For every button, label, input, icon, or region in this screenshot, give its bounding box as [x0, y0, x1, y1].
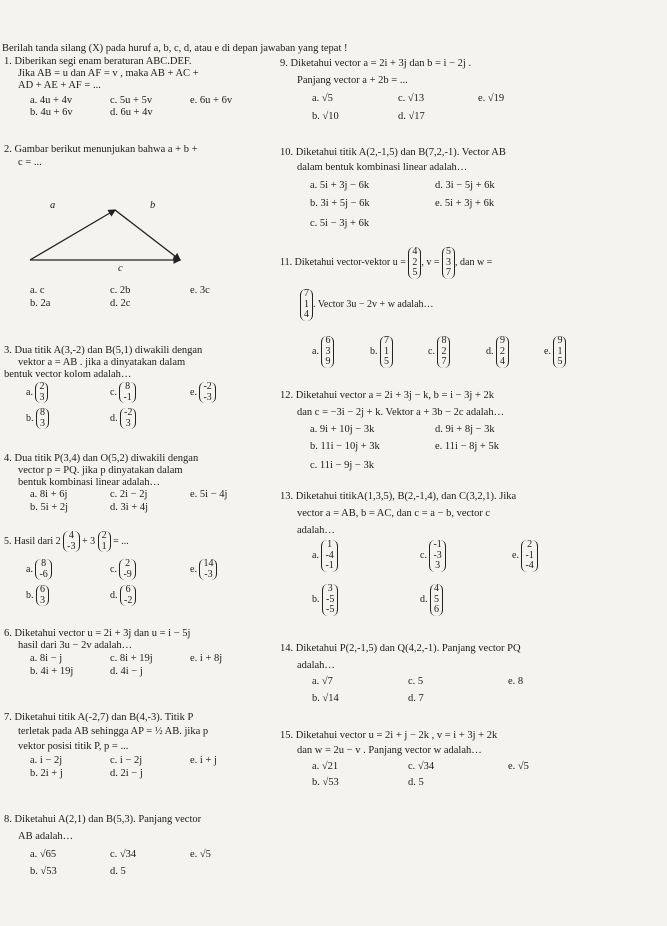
q2-option-b[interactable]: b. 2a [30, 298, 51, 309]
q11-c-column-vector: 8 2 7 [437, 336, 450, 368]
instruction-text: Berilah tanda silang (X) pada huruf a, b, c, d, atau e di depan jawaban yang tepat ! [2, 43, 348, 54]
q6-stem-line1: 6. Diketahui vector u = 2i + 3j dan u = i − 5j [4, 628, 191, 639]
q14-stem-line1: 14. Diketahui P(2,-1,5) dan Q(4,2,-1). Panjang vector PQ [280, 643, 521, 654]
q3-option-b[interactable]: b. 8 3 [26, 408, 49, 429]
q14-option-b[interactable]: b. √14 [312, 693, 339, 704]
q6-option-b[interactable]: b. 4i + 19j [30, 666, 74, 677]
q4-option-c[interactable]: c. 2i − 2j [110, 489, 148, 500]
q7-option-e[interactable]: e. i + j [190, 755, 217, 766]
q13-c-column-vector: -1 -3 3 [429, 540, 445, 572]
q15-option-b[interactable]: b. √53 [312, 777, 339, 788]
q2-option-d[interactable]: d. 2c [110, 298, 131, 309]
q6-option-d[interactable]: d. 4i − j [110, 666, 143, 677]
q2-vector-a-arrow [30, 210, 115, 260]
q12-stem-line2: dan c = −3i − 2j + k. Vektor a + 3b − 2c adalah… [297, 407, 505, 418]
q9-option-d[interactable]: d. √17 [398, 111, 425, 122]
q9-option-a[interactable]: a. √5 [312, 93, 333, 104]
q9-option-b[interactable]: b. √10 [312, 111, 339, 122]
q15-option-e[interactable]: e. √5 [508, 761, 529, 772]
q15-stem-line2: dan w = 2u − v . Panjang vector w adalah… [297, 745, 482, 756]
q13-b-column-vector: 3 -5 -5 [322, 584, 338, 616]
q7-stem-line1: 7. Diketahui titik A(-2,7) dan B(4,-3). Titik P [4, 712, 194, 723]
q2-fig-label-a: a [50, 200, 56, 211]
q6-option-c[interactable]: c. 8i + 19j [110, 653, 153, 664]
q2-fig-label-b: b [150, 200, 156, 211]
q13-option-a[interactable]: a. 1 -4 -1 [312, 540, 338, 572]
q2-option-e[interactable]: e. 3c [190, 285, 210, 296]
q11-vector-w: 7 1 4 [300, 289, 313, 321]
q4-stem-line1: 4. Dua titik P(3,4) dan O(5,2) diwakili dengan [4, 453, 199, 464]
q3-stem-line1: 3. Dua titik A(3,-2) dan B(5,1) diwakili dengan [4, 345, 203, 356]
q11-b-column-vector: 7 1 5 [380, 336, 393, 368]
q11-option-d[interactable]: d. 9 2 4 [486, 336, 509, 368]
q2-option-c[interactable]: c. 2b [110, 285, 131, 296]
q13-stem-line2: vector a = AB, b = AC, dan c = a − b, vector c [297, 508, 491, 519]
q6-stem-line2: hasil dari 3u − 2v adalah… [18, 640, 133, 651]
q2-vector-b-arrow [115, 210, 180, 260]
q11-option-c[interactable]: c. 8 2 7 [428, 336, 450, 368]
q14-stem-line2: adalah… [297, 660, 335, 671]
q11-option-a[interactable]: a. 6 3 9 [312, 336, 334, 368]
q4-stem-line3: bentuk kombinasi linear adalah… [18, 477, 161, 488]
q3-d-column-vector: -2 3 [120, 408, 136, 429]
q1-option-e[interactable]: e. 6u + 6v [190, 95, 233, 106]
q12-option-d[interactable]: d. 9i + 8j − 3k [435, 424, 495, 435]
q13-stem-line1: 13. Diketahui titikA(1,3,5), B(2,-1,4), dan C(3,2,1). Jika [280, 491, 517, 502]
q13-stem-line3: adalah… [297, 525, 335, 536]
q8-option-b[interactable]: b. √53 [30, 866, 57, 877]
q11-e-column-vector: 9 1 5 [553, 336, 566, 368]
q5-option-b[interactable]: b. 6 3 [26, 585, 49, 606]
q14-option-d[interactable]: d. 7 [408, 693, 424, 704]
q8-option-e[interactable]: e. √5 [190, 849, 211, 860]
q10-option-e[interactable]: e. 5i + 3j + 6k [435, 198, 495, 209]
q11-option-e[interactable]: e. 9 1 5 [544, 336, 566, 368]
q7-option-b[interactable]: b. 2i + j [30, 768, 63, 779]
q4-option-e[interactable]: e. 5i − 4j [190, 489, 228, 500]
q5-b-column-vector: 6 3 [36, 585, 49, 606]
q10-option-c[interactable]: c. 5i − 3j + 6k [310, 218, 370, 229]
q10-option-d[interactable]: d. 3i − 5j + 6k [435, 180, 495, 191]
q13-a-column-vector: 1 -4 -1 [321, 540, 337, 572]
q7-option-d[interactable]: d. 2i − j [110, 768, 143, 779]
q1-stem-line3: AD + AE + AF = ... [18, 80, 101, 91]
q6-option-e[interactable]: e. i + 8j [190, 653, 223, 664]
q1-option-c[interactable]: c. 5u + 5v [110, 95, 153, 106]
q14-option-a[interactable]: a. √7 [312, 676, 333, 687]
q5-option-c[interactable]: c. 2 -9 [110, 559, 136, 580]
q9-option-e[interactable]: e. √19 [478, 93, 505, 104]
q7-option-c[interactable]: c. i − 2j [110, 755, 143, 766]
q11-a-column-vector: 6 3 9 [321, 336, 334, 368]
q15-option-a[interactable]: a. √21 [312, 761, 339, 772]
q13-e-column-vector: 2 -1 -4 [521, 540, 537, 572]
q11-d-column-vector: 9 2 4 [496, 336, 509, 368]
q5-e-column-vector: 14 -3 [199, 559, 217, 580]
q8-option-a[interactable]: a. √65 [30, 849, 57, 860]
q5-stem-vector-1: 4 -3 [63, 531, 79, 552]
q7-stem-line2: terletak pada AB sehingga AP = ½ AB. jika p [18, 726, 209, 737]
q5-option-d[interactable]: d. 6 -2 [110, 585, 136, 606]
q1-stem-line2: Jika AB = u dan AF = v , maka AB + AC + [18, 68, 199, 79]
q5-stem-vector-2: 2 1 [98, 531, 111, 552]
q4-option-b[interactable]: b. 5i + 2j [30, 502, 69, 513]
q10-stem-line2: dalam bentuk kombinasi linear adalah… [297, 162, 468, 173]
q3-stem-line3: bentuk vector kolom adalah… [4, 369, 132, 380]
q8-option-d[interactable]: d. 5 [110, 866, 126, 877]
q5-c-column-vector: 2 -9 [119, 559, 135, 580]
q10-option-a[interactable]: a. 5i + 3j − 6k [310, 180, 370, 191]
q14-option-e[interactable]: e. 8 [508, 676, 524, 687]
q2-vector-triangle-figure [20, 180, 200, 270]
q2-fig-label-c: c [118, 263, 123, 274]
q3-option-e[interactable]: e. -2 -3 [190, 382, 216, 403]
q13-option-e[interactable]: e. 2 -1 -4 [512, 540, 538, 572]
q5-a-column-vector: 8 -6 [35, 559, 51, 580]
q3-b-column-vector: 8 3 [36, 408, 49, 429]
q15-option-c[interactable]: c. √34 [408, 761, 435, 772]
q3-option-c[interactable]: c. 8 -1 [110, 382, 136, 403]
q1-option-a[interactable]: a. 4u + 4v [30, 95, 73, 106]
q15-stem-line1: 15. Diketahui vector u = 2i + j − 2k , v = i + 3j + 2k [280, 730, 498, 741]
q10-option-b[interactable]: b. 3i + 5j − 6k [310, 198, 370, 209]
q15-option-d[interactable]: d. 5 [408, 777, 424, 788]
q8-stem-line2: AB adalah… [18, 831, 74, 842]
q5-stem: 5. Hasil dari 2 4 -3 + 3 2 1 = ... [4, 530, 129, 552]
q11-vector-u: 4 2 5 [408, 247, 421, 279]
q11-stem-line1: 11. Diketahui vector-vektor u = 4 2 5 , v = 5 3 7 , dan w = [280, 246, 493, 278]
q13-d-column-vector: 4 5 6 [430, 584, 443, 616]
q4-option-d[interactable]: d. 3i + 4j [110, 502, 149, 513]
q2-stem-line2: c = ... [18, 157, 42, 168]
q7-option-a[interactable]: a. i − 2j [30, 755, 63, 766]
q11-vector-v: 5 3 7 [442, 247, 455, 279]
q7-stem-line3: vektor posisi titik P, p = ... [18, 741, 129, 752]
q12-option-c[interactable]: c. 11i − 9j − 3k [310, 460, 374, 471]
q13-option-d[interactable]: d. 4 5 6 [420, 584, 443, 616]
q10-stem-line1: 10. Diketahui titik A(2,-1,5) dan B(7,2,-1). Vector AB [280, 147, 506, 158]
q9-stem-line2: Panjang vector a + 2b = ... [297, 75, 408, 86]
q4-option-a[interactable]: a. 8i + 6j [30, 489, 68, 500]
q3-c-column-vector: 8 -1 [119, 382, 135, 403]
q8-stem-line1: 8. Diketahui A(2,1) dan B(5,3). Panjang vector [4, 814, 202, 825]
q2-stem-line1: 2. Gambar berikut menunjukan bahwa a + b + [4, 144, 198, 155]
q3-e-column-vector: -2 -3 [199, 382, 215, 403]
q9-stem-line1: 9. Diketahui vector a = 2i + 3j dan b = i − 2j . [280, 58, 472, 69]
q9-option-c[interactable]: c. √13 [398, 93, 425, 104]
q1-option-d[interactable]: d. 6u + 4v [110, 107, 153, 118]
q12-option-e[interactable]: e. 11i − 8j + 5k [435, 441, 499, 452]
q3-stem-line2: vektor a = AB . jika a dinyatakan dalam [18, 357, 186, 368]
q13-option-c[interactable]: c. -1 -3 3 [420, 540, 446, 572]
q4-stem-line2: vector p = PQ. jika p dinyatakan dalam [18, 465, 183, 476]
q5-d-column-vector: 6 -2 [120, 585, 136, 606]
q2-option-a[interactable]: a. c [30, 285, 45, 296]
q1-stem-line1: 1. Diberikan segi enam beraturan ABC.DEF. [4, 56, 192, 67]
q13-option-b[interactable]: b. 3 -5 -5 [312, 584, 338, 616]
q3-a-column-vector: 2 3 [35, 382, 48, 403]
q6-option-a[interactable]: a. 8i − j [30, 653, 63, 664]
q12-option-b[interactable]: b. 11i − 10j + 3k [310, 441, 380, 452]
q12-stem-line1: 12. Diketahui vector a = 2i + 3j − k, b = i − 3j + 2k [280, 390, 494, 401]
q1-option-b[interactable]: b. 4u + 6v [30, 107, 73, 118]
q11-stem-line2: 7 1 4 . Vector 3u − 2v + w adalah… [300, 289, 434, 321]
q11-option-b[interactable]: b. 7 1 5 [370, 336, 393, 368]
q3-option-d[interactable]: d. -2 3 [110, 408, 136, 429]
q14-option-c[interactable]: c. 5 [408, 676, 424, 687]
q5-option-a[interactable]: a. 8 -6 [26, 559, 52, 580]
q12-option-a[interactable]: a. 9i + 10j − 3k [310, 424, 375, 435]
q8-option-c[interactable]: c. √34 [110, 849, 137, 860]
q3-option-a[interactable]: a. 2 3 [26, 382, 48, 403]
q5-option-e[interactable]: e. 14 -3 [190, 559, 217, 580]
